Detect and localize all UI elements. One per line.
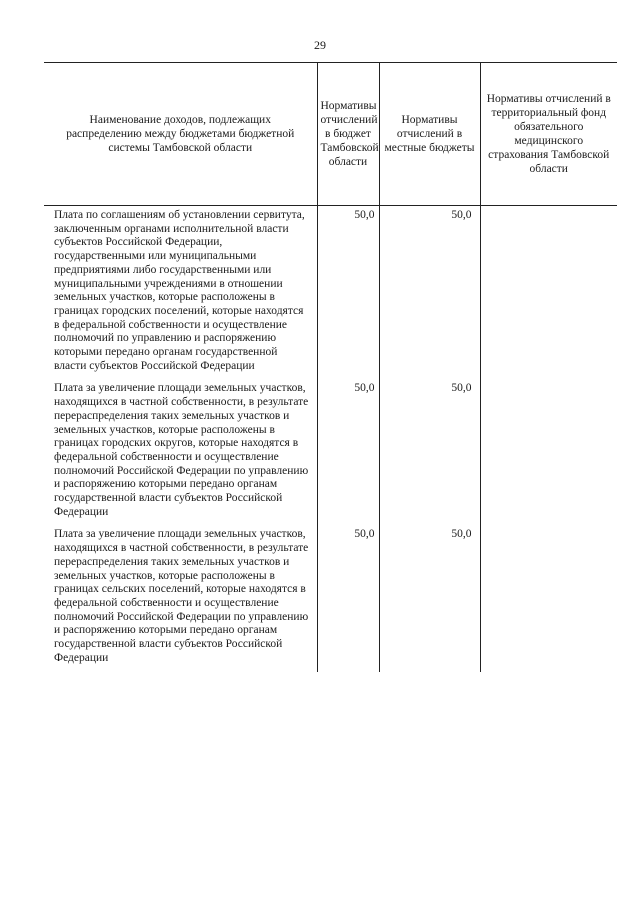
table-row (44, 525, 617, 671)
local-budgets-cell: 50,0 (379, 206, 480, 380)
header-local-budgets: Нормативы отчислений в местные бюджеты (379, 63, 480, 206)
revenue-distribution-table-container (44, 62, 617, 672)
table-row (44, 206, 617, 380)
regional-budget-cell: 50,0 (317, 206, 379, 380)
medical-fund-cell (480, 525, 617, 671)
revenue-name-cell: Плата за увеличение площади земельных участков, находящихся в частной собственности, в результате перераспределения таких земельных участков и земельных участков, которые расположены в границах сельских поселений, которые находятся в федеральной собственности и осуществление полномочий Российской Федерации по управлению и распоряжению которыми передано органам государственной власти субъектов Российской Федерации (54, 528, 309, 664)
medical-fund-cell (480, 379, 617, 525)
table-row (44, 379, 617, 525)
header-regional-budget: Нормативы отчислений в бюджет Тамбовской области (317, 63, 379, 206)
local-budgets-cell: 50,0 (379, 379, 480, 525)
header-row (44, 63, 617, 206)
table-body (44, 206, 617, 672)
revenue-name-cell: Плата за увеличение площади земельных участков, находящихся в частной собственности, в результате перераспределения таких земельных участков и земельных участков, которые расположены в границах городских округов, которые находятся в федеральной собственности и осуществление полномочий Российской Федерации по управлению и распоряжению которыми передано органам государственной власти субъектов Российской Федерации (54, 382, 309, 518)
revenue-distribution-table (44, 62, 617, 672)
table-header (44, 63, 617, 206)
header-medical-insurance-fund: Нормативы отчислений в территориальный фонд обязательного медицинского страхования Тамбовской области (480, 63, 617, 206)
page-number: 29 (314, 38, 326, 52)
regional-budget-cell: 50,0 (317, 525, 379, 671)
local-budgets-cell: 50,0 (379, 525, 480, 671)
medical-fund-cell (480, 206, 617, 380)
regional-budget-cell: 50,0 (317, 379, 379, 525)
revenue-name-cell: Плата по соглашениям об установлении сервитута, заключенным органами исполнительной власти субъектов Российской Федерации, государственными или муниципальными предприятиями либо государственными или муниципальными учреждениями в отношении земельных участков, которые расположены в границах городских поселений, которые находятся в федеральной собственности и осуществление полномочий по управлению и распоряжению которыми передано органам государственной власти субъектов Российской Федерации (54, 209, 305, 372)
header-revenue-name: Наименование доходов, подлежащих распределению между бюджетами бюджетной системы Тамбовской области (44, 63, 317, 206)
